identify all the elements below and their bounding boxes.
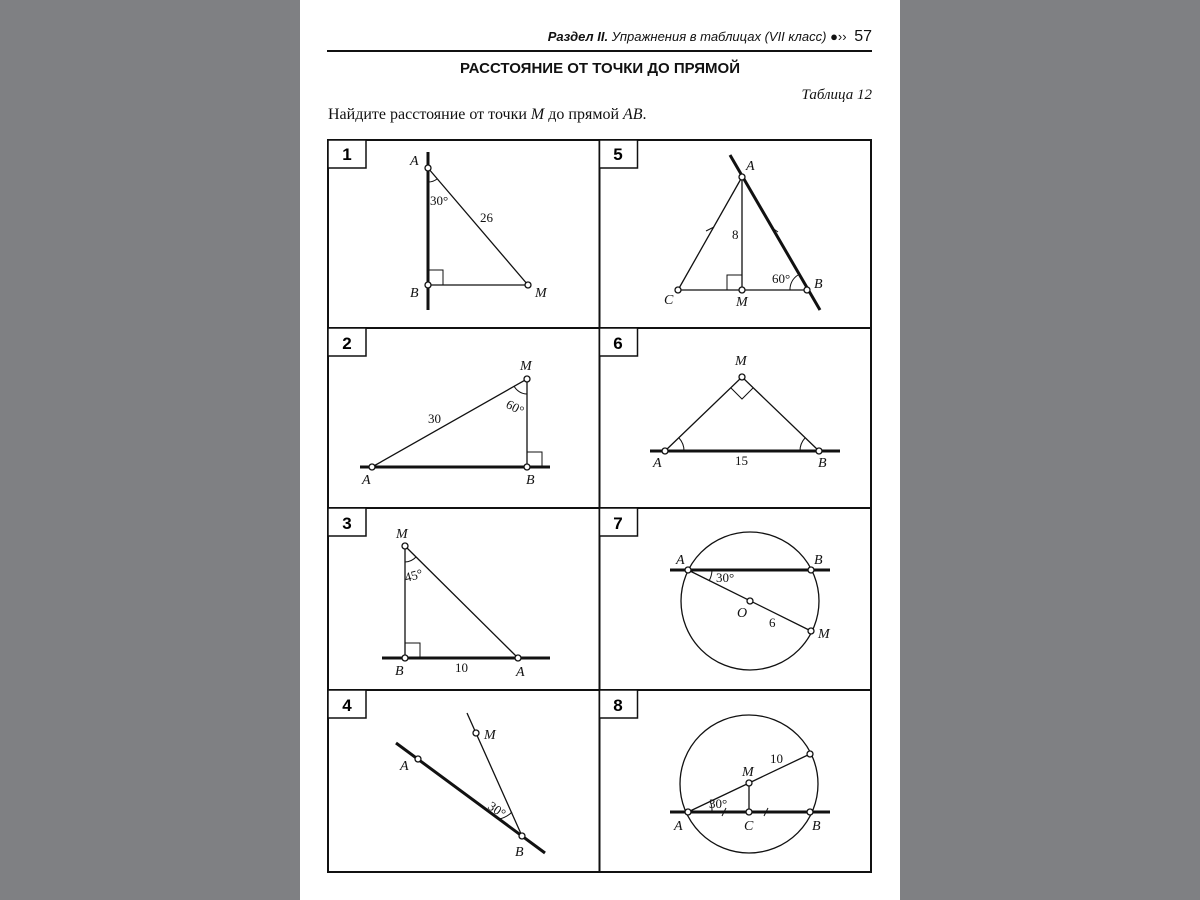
svg-text:15: 15 <box>735 453 748 468</box>
svg-text:A: A <box>362 473 371 488</box>
exercise-table <box>300 0 900 900</box>
svg-text:26: 26 <box>480 210 493 225</box>
svg-text:10: 10 <box>455 660 468 675</box>
svg-text:M: M <box>818 627 830 642</box>
bullets-icon: ●›› <box>830 29 847 44</box>
svg-text:M: M <box>535 286 547 301</box>
svg-text:M: M <box>742 765 754 780</box>
svg-text:A: A <box>653 456 662 471</box>
svg-text:2: 2 <box>342 334 352 353</box>
svg-text:B: B <box>526 473 535 488</box>
svg-text:30°: 30° <box>430 193 449 208</box>
svg-text:B: B <box>410 286 419 301</box>
svg-text:60°: 60° <box>772 271 791 286</box>
svg-text:M: M <box>520 359 532 374</box>
svg-text:7: 7 <box>613 514 623 533</box>
problem-1-figure <box>425 152 531 310</box>
svg-text:6: 6 <box>769 615 776 630</box>
svg-text:A: A <box>676 553 685 568</box>
svg-text:M: M <box>735 354 747 369</box>
svg-text:M: M <box>736 295 748 310</box>
svg-text:B: B <box>395 664 404 679</box>
section-title-bold: Раздел II. <box>547 29 609 44</box>
problem-7-number <box>600 508 638 536</box>
svg-text:B: B <box>814 277 823 292</box>
svg-text:8: 8 <box>613 696 623 715</box>
problem-7-figure <box>670 532 830 670</box>
table-label: Таблица 12 <box>801 87 872 103</box>
svg-text:A: A <box>410 154 419 169</box>
svg-text:30°: 30° <box>716 570 735 585</box>
page-title: РАССТОЯНИЕ ОТ ТОЧКИ ДО ПРЯМОЙ <box>459 60 741 77</box>
problem-2-number <box>328 328 366 356</box>
page-number: 57 <box>854 28 872 45</box>
problem-2-figure <box>360 376 550 470</box>
svg-text:C: C <box>664 293 674 308</box>
svg-text:A: A <box>516 665 525 680</box>
svg-text:C: C <box>744 819 754 834</box>
instruction: Найдите расстояние от точки M до прямой AB. <box>328 106 647 123</box>
problem-5-number <box>600 140 638 168</box>
table-grid <box>328 140 871 872</box>
problem-6-labels <box>652 354 827 471</box>
cell-number-boxes <box>328 140 638 718</box>
svg-text:8: 8 <box>732 227 739 242</box>
svg-text:B: B <box>515 845 524 860</box>
problem-3-figure <box>382 543 550 661</box>
svg-text:45°: 45° <box>402 565 425 585</box>
svg-text:10: 10 <box>770 751 783 766</box>
svg-text:A: A <box>674 819 683 834</box>
problem-8-number <box>600 690 638 718</box>
problem-4-figure <box>396 713 545 853</box>
svg-text:1: 1 <box>342 145 352 164</box>
svg-text:M: M <box>484 728 496 743</box>
svg-text:A: A <box>400 759 409 774</box>
problem-3-number <box>328 508 366 536</box>
problem-4-labels <box>399 728 524 860</box>
svg-text:B: B <box>818 456 827 471</box>
svg-text:A: A <box>746 159 755 174</box>
svg-text:6: 6 <box>613 334 623 353</box>
svg-text:M: M <box>396 527 408 542</box>
svg-text:30: 30 <box>428 411 441 426</box>
svg-text:B: B <box>814 553 823 568</box>
svg-text:3: 3 <box>342 514 352 533</box>
svg-text:5: 5 <box>613 145 623 164</box>
svg-text:30°: 30° <box>485 798 509 821</box>
problem-4-number <box>328 690 366 718</box>
problem-8-labels <box>673 751 821 834</box>
section-title: Упражнения в таблицах (VII класс) <box>608 29 827 44</box>
svg-text:60°: 60° <box>503 396 527 419</box>
svg-text:O: O <box>737 606 748 621</box>
problem-1-number <box>328 140 366 168</box>
textbook-page <box>300 0 900 900</box>
svg-text:4: 4 <box>342 696 352 715</box>
problem-6-figure <box>650 374 840 454</box>
problem-5-figure <box>675 155 820 310</box>
svg-text:30°: 30° <box>709 796 728 811</box>
svg-text:B: B <box>812 819 821 834</box>
problem-6-number <box>600 328 638 356</box>
